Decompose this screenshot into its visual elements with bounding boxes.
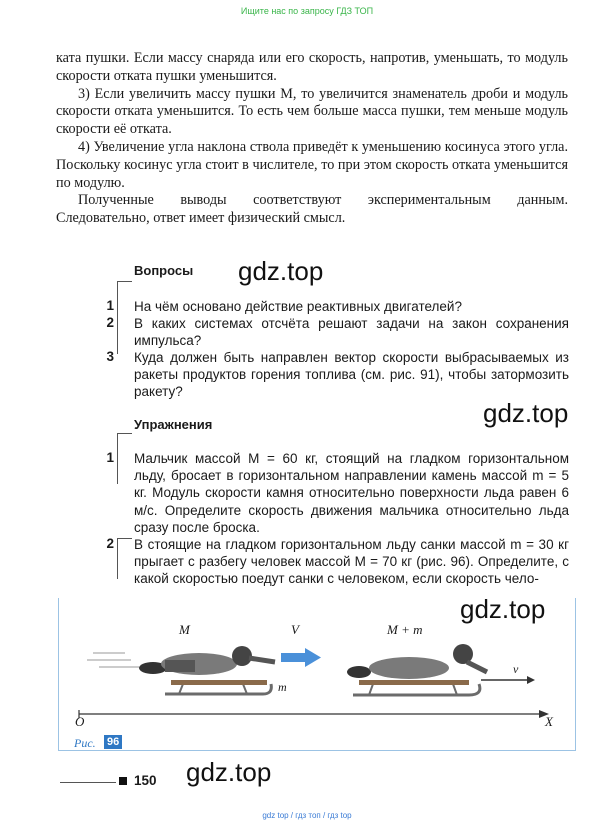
- velocity-label-v: v: [513, 662, 519, 676]
- questions-title: Вопросы: [134, 263, 194, 278]
- figure-caption: Рис.: [74, 736, 96, 750]
- velocity-label-V: V: [291, 622, 299, 637]
- mass-label-M-plus-m: M + m: [387, 622, 423, 637]
- paragraph-1: ката пушки. Если массу снаряда или его скорость, напротив, уменьшать, то модуль скорости отката пушки уменьшится.: [56, 50, 568, 84]
- axis-label-X: X: [545, 714, 553, 729]
- question-number-1: 1: [106, 298, 114, 313]
- exercises-title: Упражнения: [134, 417, 213, 432]
- page-number-line: [60, 782, 116, 783]
- question-number-3: 3: [106, 349, 114, 364]
- exercise-number-1: 1: [106, 450, 114, 465]
- page-number: 150: [134, 773, 157, 788]
- footer-links[interactable]: gdz top / гдз топ / гдз top: [262, 811, 352, 820]
- exercises-bracket-1: [117, 433, 132, 484]
- velocity-arrow-small: [481, 676, 535, 684]
- person-right: [347, 644, 487, 679]
- exercises-bracket-2: [117, 538, 132, 579]
- body-text: [56, 50, 568, 228]
- x-axis: [79, 710, 549, 718]
- questions-bracket: [117, 281, 132, 354]
- watermark-4: gdz.top: [186, 757, 272, 787]
- question-number-2: 2: [106, 315, 114, 330]
- question-text-2: В каких системах отсчёта решают задачи на закон сохранения импульса?: [134, 316, 569, 349]
- origin-label-O: O: [75, 714, 85, 729]
- sled-right: [353, 680, 480, 695]
- exercise-text-2: В стоящие на гладком горизонтальном льду санки массой m = 30 кг прыгает с разбегу человек массой M = 70 кг (рис. 96). Определите, с какой скоростью поедут санки с человеком, если скорость чело-: [134, 537, 569, 587]
- watermark-1: gdz.top: [238, 256, 324, 286]
- figure-number-badge: 96: [104, 735, 122, 749]
- question-text-3: Куда должен быть направлен вектор скорости выбрасываемых из ракеты продуктов горения топлива (см. рис. 91), чтобы затормозить ракету?: [134, 350, 569, 400]
- exercise-number-2: 2: [106, 536, 114, 551]
- paragraph-2: 3) Если увеличить массу пушки M, то увеличится знаменатель дроби и модуль скорости отката уменьшится. То есть чем больше масса пушки, тем меньше модуль скорости её отката.: [56, 85, 568, 138]
- watermark-3: gdz.top: [460, 594, 546, 624]
- mass-label-M: M: [179, 622, 190, 637]
- exercise-text-1: Мальчик массой M = 60 кг, стоящий на гладком горизонтальном льду, бросает в горизонтальном направлении камень массой m = 5 кг. Модуль скорости камня относительно поверхности льда равен 6 м/с. Определите скорость движения мальчика относительно льда сразу после броска.: [134, 451, 569, 535]
- page-number-marker: [119, 777, 127, 785]
- velocity-arrow-large: [281, 648, 321, 667]
- person-left: [139, 646, 275, 675]
- watermark-2: gdz.top: [483, 398, 569, 428]
- paragraph-3: 4) Увеличение угла наклона ствола приведёт к уменьшению косинуса этого угла. Поскольку косинус угла стоит в числителе, то при этом скорость отката уменьшится по модулю.: [56, 138, 568, 191]
- search-banner[interactable]: Ищите нас по запросу ГДЗ ТОП: [240, 6, 374, 16]
- question-text-1: На чём основано действие реактивных двигателей?: [134, 299, 462, 314]
- paragraph-4: Полученные выводы соответствуют экспериментальным данным. Следовательно, ответ имеет физический смысл.: [56, 192, 568, 227]
- sled-left: [165, 680, 271, 694]
- mass-label-m: m: [278, 680, 287, 694]
